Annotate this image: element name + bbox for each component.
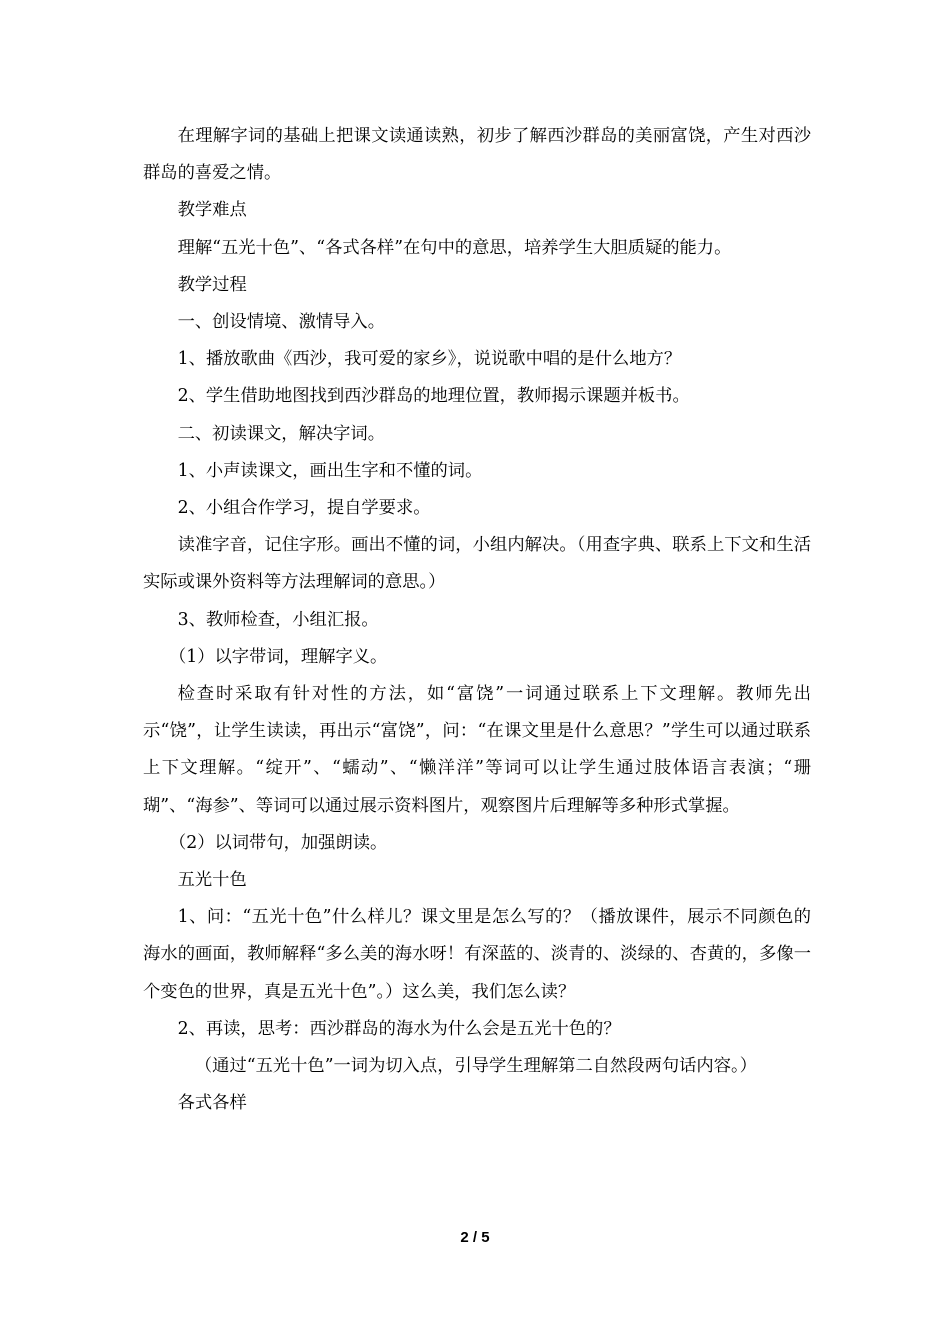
paragraph-difficulty: 理解“五光十色”、“各式各样”在句中的意思，培养学生大胆质疑的能力。: [177, 237, 732, 258]
page-number: 2 / 5: [460, 1229, 490, 1246]
list-item: 2、再读，思考：西沙群岛的海水为什么会是五光十色的？: [177, 1018, 621, 1039]
list-item: 2、小组合作学习，提自学要求。: [177, 498, 431, 519]
section-one-heading: 一、创设情境、激情导入。: [177, 312, 385, 333]
heading-teaching-difficulty: 教学难点: [177, 200, 247, 221]
heading-teaching-process: 教学过程: [177, 274, 247, 295]
paragraph-objective: 在理解字词的基础上把课文读通读熟，初步了解西沙群岛的美丽富饶，产生对西沙群岛的喜爱之情。: [143, 126, 811, 184]
document-body: [143, 118, 811, 1122]
sub-item: （1）以字带词，理解字义。: [168, 646, 388, 667]
list-item: 3、教师检查，小组汇报。: [177, 609, 379, 630]
paragraph-question: 1、问：“五光十色”什么样儿？课文里是怎么写的？（播放课件，展示不同颜色的海水的画面，教师解释“多么美的海水呀！有深蓝的、淡青的、淡绿的、杏黄的，多像一个变色的世界，真是五光十色”。）这么美，我们怎么读？: [143, 907, 811, 1002]
section-two-heading: 二、初读课文，解决字词。: [177, 423, 385, 444]
term-heading: 五光十色: [177, 870, 247, 891]
paragraph-self-study: 读准字音，记住字形。画出不懂的词，小组内解决。（用查字典、联系上下文和生活实际或课外资料等方法理解词的意思。）: [143, 535, 811, 593]
sub-item: （2）以词带句，加强朗读。: [168, 832, 388, 853]
list-item: 1、播放歌曲《西沙，我可爱的家乡》，说说歌中唱的是什么地方？: [177, 349, 682, 370]
list-item: 1、小声读课文，画出生字和不懂的词。: [177, 460, 483, 481]
list-item: 2、学生借助地图找到西沙群岛的地理位置，教师揭示课题并板书。: [177, 386, 690, 407]
paragraph-check-method: 检查时采取有针对性的方法，如“富饶”一词通过联系上下文理解。教师先出示“饶”，让学生读读，再出示“富饶”，问：“在课文里是什么意思？”学生可以通过联系上下文理解。“绽开”、“蠕动”、“懒洋洋”等词可以让学生通过肢体语言表演；“珊瑚”、“海参”、等词可以通过展示资料图片，观察图片后理解等多种形式掌握。: [143, 684, 811, 816]
paragraph-note: （通过“五光十色”一词为切入点，引导学生理解第二自然段两句话内容。）: [194, 1056, 757, 1077]
term-heading: 各式各样: [177, 1093, 247, 1114]
